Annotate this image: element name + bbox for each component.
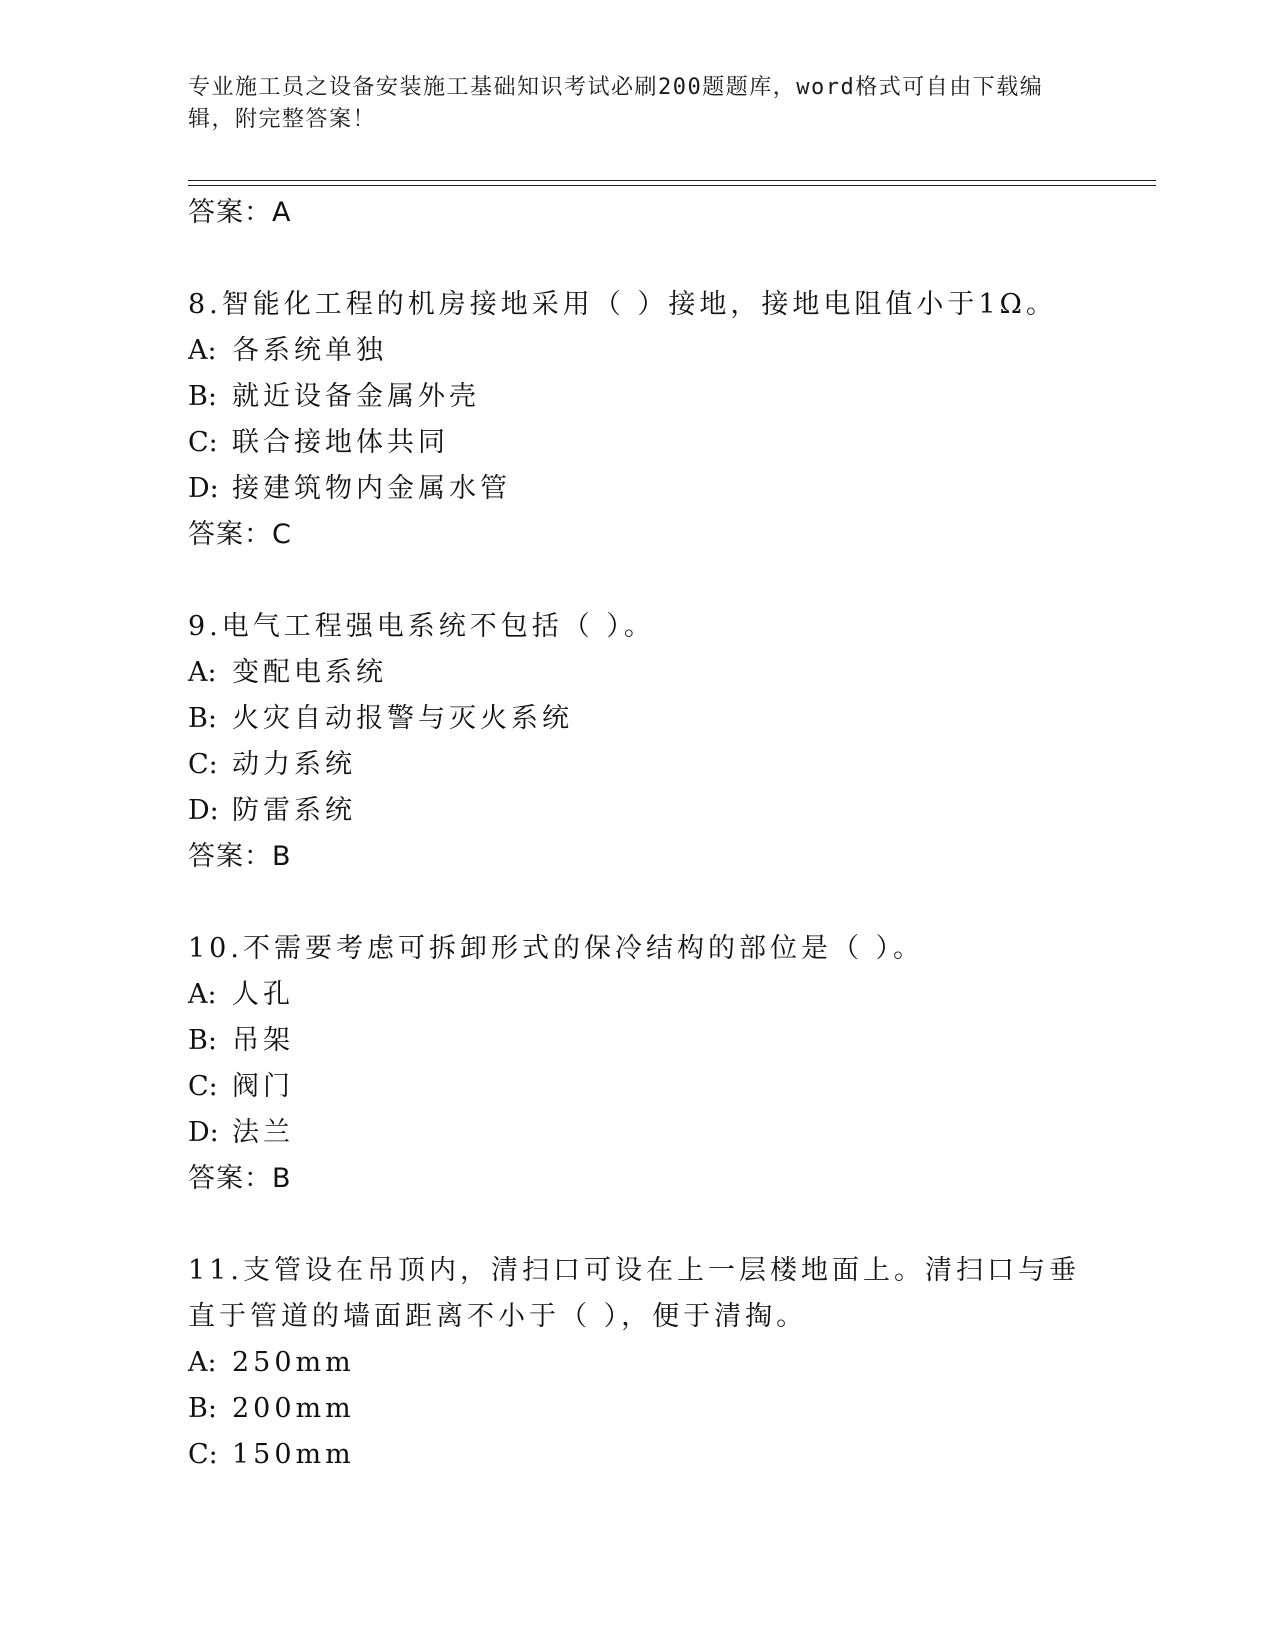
question-8 — [188, 282, 1088, 558]
question-9 — [188, 604, 1088, 880]
option-c — [188, 1064, 1088, 1110]
option-text: 吊架 — [232, 1025, 294, 1056]
option-letter: C: — [188, 749, 218, 780]
option-text: 200mm — [232, 1393, 355, 1424]
option-c — [188, 1432, 1088, 1478]
option-text: 人孔 — [232, 979, 294, 1010]
option-b — [188, 374, 1088, 420]
option-letter: D: — [188, 795, 219, 826]
question-10 — [188, 926, 1088, 1202]
option-letter: B: — [188, 381, 217, 412]
option-a — [188, 650, 1088, 696]
option-c — [188, 742, 1088, 788]
option-letter: A: — [188, 335, 217, 366]
option-letter: B: — [188, 1393, 217, 1424]
option-letter: D: — [188, 1117, 219, 1148]
option-text: 150mm — [232, 1439, 355, 1470]
option-a — [188, 1340, 1088, 1386]
option-letter: D: — [188, 473, 219, 504]
option-text: 250mm — [232, 1347, 355, 1378]
option-letter: A: — [188, 979, 217, 1010]
header-divider — [188, 180, 1156, 186]
option-text: 防雷系统 — [232, 795, 356, 826]
option-b — [188, 1386, 1088, 1432]
option-letter: C: — [188, 1439, 218, 1470]
option-letter: C: — [188, 1071, 218, 1102]
option-b — [188, 1018, 1088, 1064]
option-text: 就近设备金属外壳 — [232, 381, 480, 412]
answer: 答案：C — [188, 519, 292, 550]
option-b — [188, 696, 1088, 742]
option-letter: A: — [188, 1347, 217, 1378]
question-stem: 10.不需要考虑可拆卸形式的保冷结构的部位是（ ）。 — [188, 933, 925, 964]
option-letter: B: — [188, 1025, 217, 1056]
option-text: 动力系统 — [232, 749, 356, 780]
question-stem: 11.支管设在吊顶内，清扫口可设在上一层楼地面上。清扫口与垂直于管道的墙面距离不小于（ ），便于清掏。 — [188, 1255, 1080, 1332]
option-letter: A: — [188, 657, 217, 688]
option-d — [188, 788, 1088, 834]
option-d — [188, 466, 1088, 512]
option-text: 各系统单独 — [232, 335, 387, 366]
page-header: 专业施工员之设备安装施工基础知识考试必刷200题题库，word格式可自由下载编辑，附完整答案！ — [188, 75, 1044, 132]
answer: 答案：B — [188, 841, 292, 872]
option-text: 接建筑物内金属水管 — [232, 473, 511, 504]
option-text: 变配电系统 — [232, 657, 387, 688]
option-a — [188, 972, 1088, 1018]
option-text: 联合接地体共同 — [232, 427, 449, 458]
option-d — [188, 1110, 1088, 1156]
option-letter: B: — [188, 703, 217, 734]
document-body — [188, 190, 1088, 1478]
question-stem: 8.智能化工程的机房接地采用（ ）接地，接地电阻值小于1Ω。 — [188, 289, 1057, 320]
option-letter: C: — [188, 427, 218, 458]
option-text: 火灾自动报警与灭火系统 — [232, 703, 573, 734]
previous-answer: 答案：A — [188, 197, 292, 228]
question-stem: 9.电气工程强电系统不包括（ ）。 — [188, 611, 655, 642]
option-a — [188, 328, 1088, 374]
option-text: 法兰 — [232, 1117, 294, 1148]
answer: 答案：B — [188, 1163, 292, 1194]
option-c — [188, 420, 1088, 466]
question-11 — [188, 1248, 1088, 1478]
option-text: 阀门 — [232, 1071, 294, 1102]
